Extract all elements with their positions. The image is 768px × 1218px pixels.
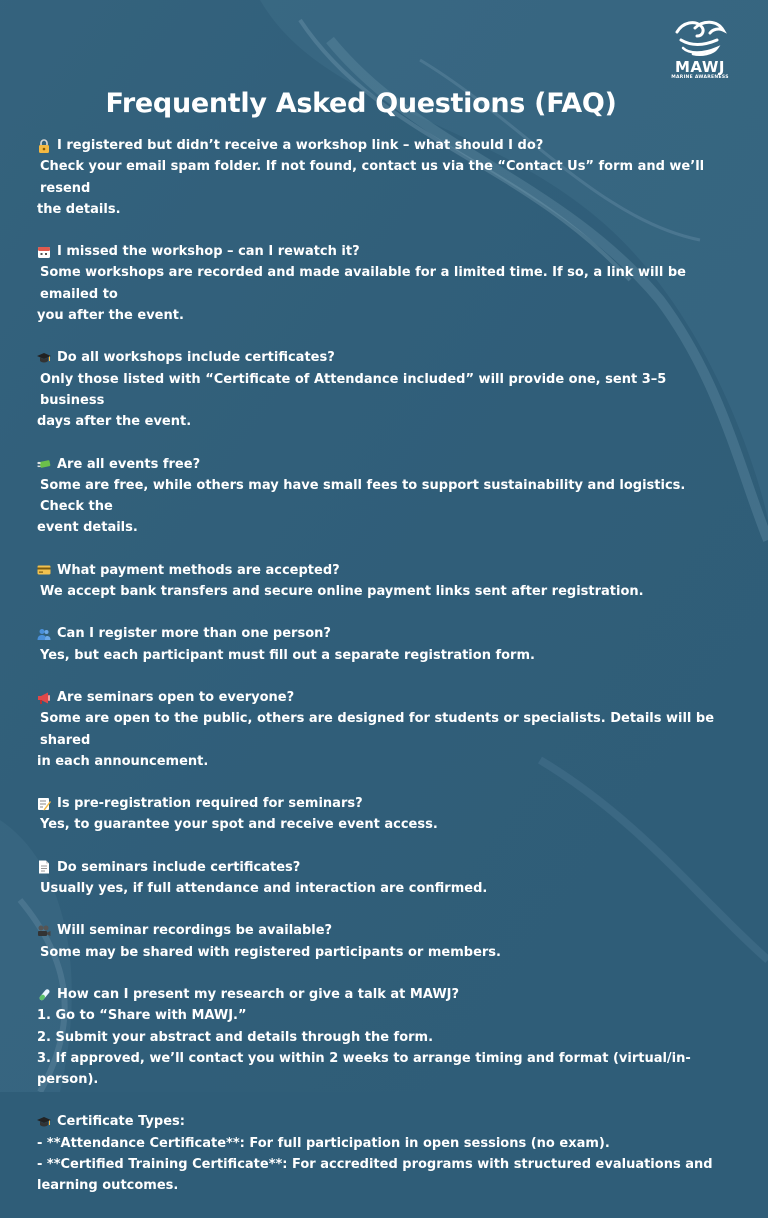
faq-answer-line: - **Certified Training Certificate**: For accredited programs with structured evaluations and (37, 1156, 713, 1172)
test-tube-icon (37, 988, 51, 1002)
faq-item (37, 135, 731, 220)
faq-item (37, 793, 731, 836)
faq-answer-line: Some may be shared with registered participants or members. (40, 944, 501, 960)
faq-answer-line: Some are free, while others may have small fees to support sustainability and logistics. Check the (40, 477, 686, 515)
faq-answer-line: days after the event. (37, 414, 192, 430)
faq-answer-line: Some are open to the public, others are designed for students or specialists. Details will be shared (40, 711, 715, 748)
calendar-icon (37, 245, 51, 259)
faq-answer-line: Some workshops are recorded and made available for a limited time. If so, a link will be emailed to (40, 265, 686, 302)
faq-question: Do seminars include certificates? (37, 857, 731, 878)
faq-answer-line: learning outcomes. (37, 1178, 179, 1194)
faq-answer-line: Usually yes, if full attendance and interaction are confirmed. (40, 881, 488, 897)
faq-question: Certificate Types: (37, 1111, 731, 1132)
memo-icon (37, 797, 51, 811)
faq-answer-line: the details. (37, 201, 121, 217)
brand-name: MAWJ (675, 58, 725, 76)
faq-question: Are seminars open to everyone? (37, 687, 731, 708)
faq-answer-line: Check your email spam folder. If not found, contact us via the “Contact Us” form and we’ll resend (40, 159, 705, 196)
faq-item (37, 241, 731, 326)
faq-answer-line: event details. (37, 520, 138, 536)
credit-card-icon (37, 563, 51, 577)
faq-item (37, 623, 731, 666)
faq-answer-line: you after the event. (37, 308, 184, 324)
faq-item (37, 1111, 731, 1196)
faq-answer-line: Yes, but each participant must fill out a separate registration form. (40, 647, 535, 663)
faq-answer-line: We accept bank transfers and secure online payment links sent after registration. (40, 584, 644, 600)
faq-question: Will seminar recordings be available? (37, 920, 731, 941)
faq-item (37, 347, 731, 432)
faq-item (37, 454, 731, 539)
faq-answer-line: Yes, to guarantee your spot and receive event access. (40, 817, 438, 833)
graduation-cap-icon (37, 351, 51, 365)
faq-answer-line: 2. Submit your abstract and details through the form. (37, 1029, 434, 1045)
faq-question: Can I register more than one person? (37, 623, 731, 644)
people-icon (37, 627, 51, 641)
faq-item (37, 560, 731, 603)
faq-item (37, 920, 731, 963)
page-title: Frequently Asked Questions (FAQ) (105, 88, 617, 119)
document-icon (37, 860, 51, 874)
faq-question: I missed the workshop – can I rewatch it? (37, 241, 731, 262)
faq-answer-line: Only those listed with “Certificate of Attendance included” will provide one, sent 3–5 business (40, 371, 667, 408)
megaphone-icon (37, 691, 51, 705)
faq-answer-line: - **Attendance Certificate**: For full participation in open sessions (no exam). (37, 1135, 610, 1151)
faq-answer-line: 3. If approved, we’ll contact you within 2 weeks to arrange timing and format (virtual/in-person). (37, 1050, 691, 1088)
faq-list (37, 135, 731, 1218)
faq-item (37, 984, 731, 1090)
faq-question: Do all workshops include certificates? (37, 347, 731, 368)
faq-question: Is pre-registration required for seminars? (37, 793, 731, 814)
money-wings-icon (37, 457, 51, 471)
wave-logo-icon (673, 18, 727, 58)
faq-item (37, 687, 731, 772)
faq-question: I registered but didn’t receive a workshop link – what should I do? (37, 135, 731, 156)
faq-question: How can I present my research or give a talk at MAWJ? (37, 984, 731, 1005)
faq-answer-line: 1. Go to “Share with MAWJ.” (37, 1008, 247, 1024)
faq-answer-line: in each announcement. (37, 753, 209, 769)
faq-question: Are all events free? (37, 454, 731, 475)
lock-key-icon (37, 139, 51, 153)
film-projector-icon (37, 924, 51, 938)
graduation-cap-icon (37, 1115, 51, 1129)
faq-question: What payment methods are accepted? (37, 560, 731, 581)
brand-tagline: MARINE AWARENESS (671, 75, 729, 80)
mawj-logo (664, 18, 736, 81)
faq-item (37, 857, 731, 900)
